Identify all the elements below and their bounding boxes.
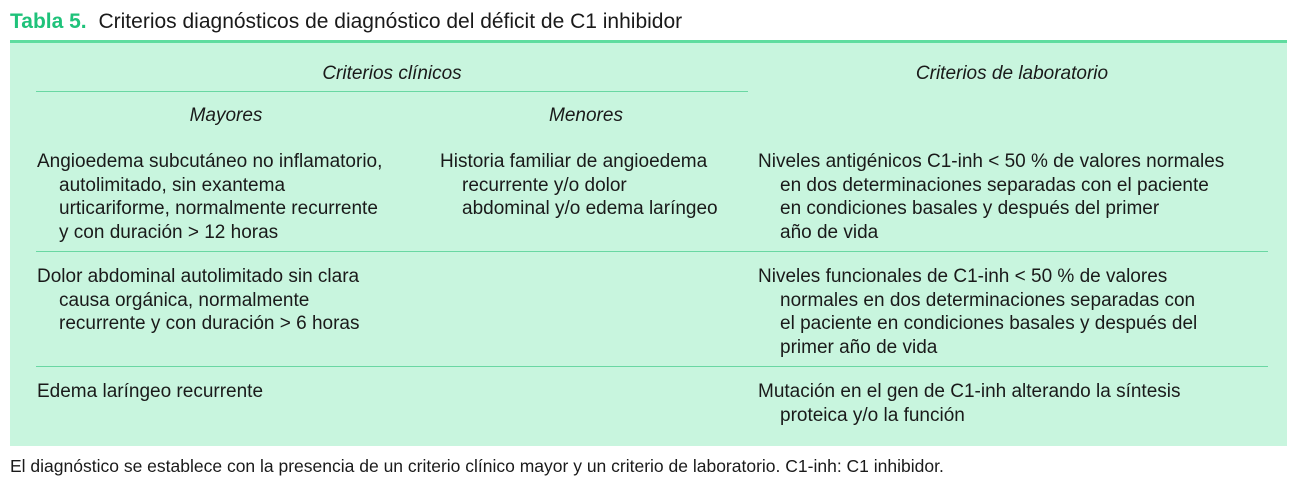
row-3-mayor-criterion [37, 380, 263, 404]
header-mayores: Mayores [189, 105, 263, 126]
cell-line: en dos determinaciones separadas con el paciente [780, 174, 1209, 196]
cell-line: Mutación en el gen de C1-inh alterando la síntesis [758, 381, 1181, 402]
cell-line: urticariforme, normalmente recurrente [59, 198, 378, 219]
row-1-menor-criterion [440, 150, 718, 221]
row-2-laboratorio-criterion [758, 265, 1197, 359]
row-1-laboratorio-criterion [758, 150, 1224, 244]
row-divider [36, 366, 1268, 367]
row-3-laboratorio-criterion [758, 380, 1180, 427]
cell-line: en condiciones basales y después del primer [780, 198, 1160, 219]
cell-line: recurrente y/o dolor [462, 174, 627, 196]
criteria-table [10, 40, 1287, 446]
cell-line: recurrente y con duración > 6 horas [59, 313, 360, 334]
cell-line: primer año de vida [780, 336, 938, 358]
table-caption: Criterios diagnósticos de diagnóstico del déficit de C1 inhibidor [98, 10, 683, 33]
cell-line: y con duración > 12 horas [59, 221, 279, 243]
table-title [10, 6, 682, 38]
header-criterios-clinicos: Criterios clínicos [322, 63, 462, 84]
table-number-label: Tabla 5. [10, 10, 87, 33]
table-footnote: El diagnóstico se establece con la presencia de un criterio clínico mayor y un criterio de laboratorio. C1-inh: C1 inhibidor. [10, 456, 944, 476]
cell-line: proteica y/o la función [780, 404, 965, 426]
cell-line: normales en dos determinaciones separadas con [780, 289, 1196, 311]
cell-line: Historia familiar de angioedema [440, 151, 708, 172]
cell-line: Niveles funcionales de C1-inh < 50 % de valores [758, 266, 1168, 287]
header-menores: Menores [549, 105, 623, 126]
cell-line: el paciente en condiciones basales y después del [780, 313, 1198, 334]
header-group-divider [36, 91, 748, 92]
cell-line: Edema laríngeo recurrente [37, 381, 264, 402]
cell-line: Niveles antigénicos C1-inh < 50 % de valores normales [758, 151, 1225, 172]
cell-line: abdominal y/o edema laríngeo [462, 198, 718, 219]
cell-line: autolimitado, sin exantema [59, 174, 286, 196]
header-criterios-laboratorio: Criterios de laboratorio [915, 63, 1109, 84]
row-1-mayor-criterion [37, 150, 382, 244]
cell-line: Dolor abdominal autolimitado sin clara [37, 266, 360, 287]
cell-line: causa orgánica, normalmente [59, 289, 310, 311]
row-divider [36, 251, 1268, 252]
cell-line: año de vida [780, 221, 879, 243]
cell-line: Angioedema subcutáneo no inflamatorio, [37, 151, 383, 172]
row-2-mayor-criterion [37, 265, 359, 336]
